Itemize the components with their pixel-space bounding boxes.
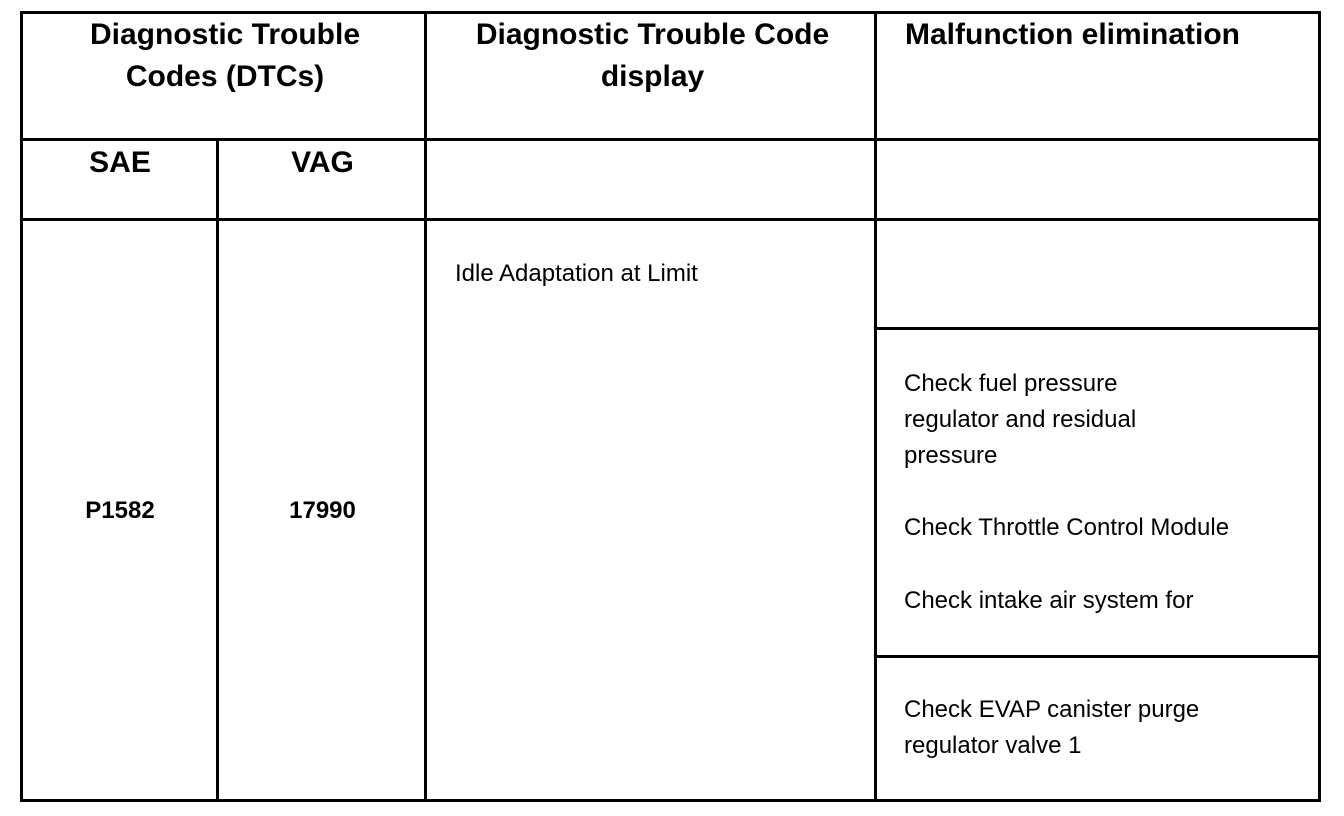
sae-code: P1582	[85, 497, 155, 524]
subheader-vag: VAG	[291, 146, 354, 179]
table-border-right	[1318, 11, 1321, 802]
display-malfunction-divider	[874, 11, 877, 802]
malfunction-divider-1	[874, 327, 1321, 330]
header-malfunction-elimination: Malfunction elimination	[905, 18, 1240, 51]
malfunction-step-evap-canister: Check EVAP canister purge regulator valve 1	[904, 696, 1200, 759]
vag-code: 17990	[289, 497, 356, 524]
malfunction-divider-2	[874, 655, 1321, 658]
codes-display-divider	[424, 11, 427, 802]
header-dtc-codes: Diagnostic Trouble Codes (DTCs)	[89, 18, 361, 93]
table-border-left	[20, 11, 23, 802]
malfunction-step-intake-air: Check intake air system for	[904, 587, 1194, 614]
malfunction-step-throttle-control: Check Throttle Control Module	[904, 514, 1230, 541]
header-dtc-display: Diagnostic Trouble Code display	[475, 18, 830, 93]
subheader-sae: SAE	[89, 146, 151, 179]
sae-vag-divider	[216, 138, 219, 802]
malfunction-step-fuel-pressure: Check fuel pressure regulator and residual pressure	[904, 370, 1137, 469]
dtc-display-text: Idle Adaptation at Limit	[455, 260, 698, 287]
